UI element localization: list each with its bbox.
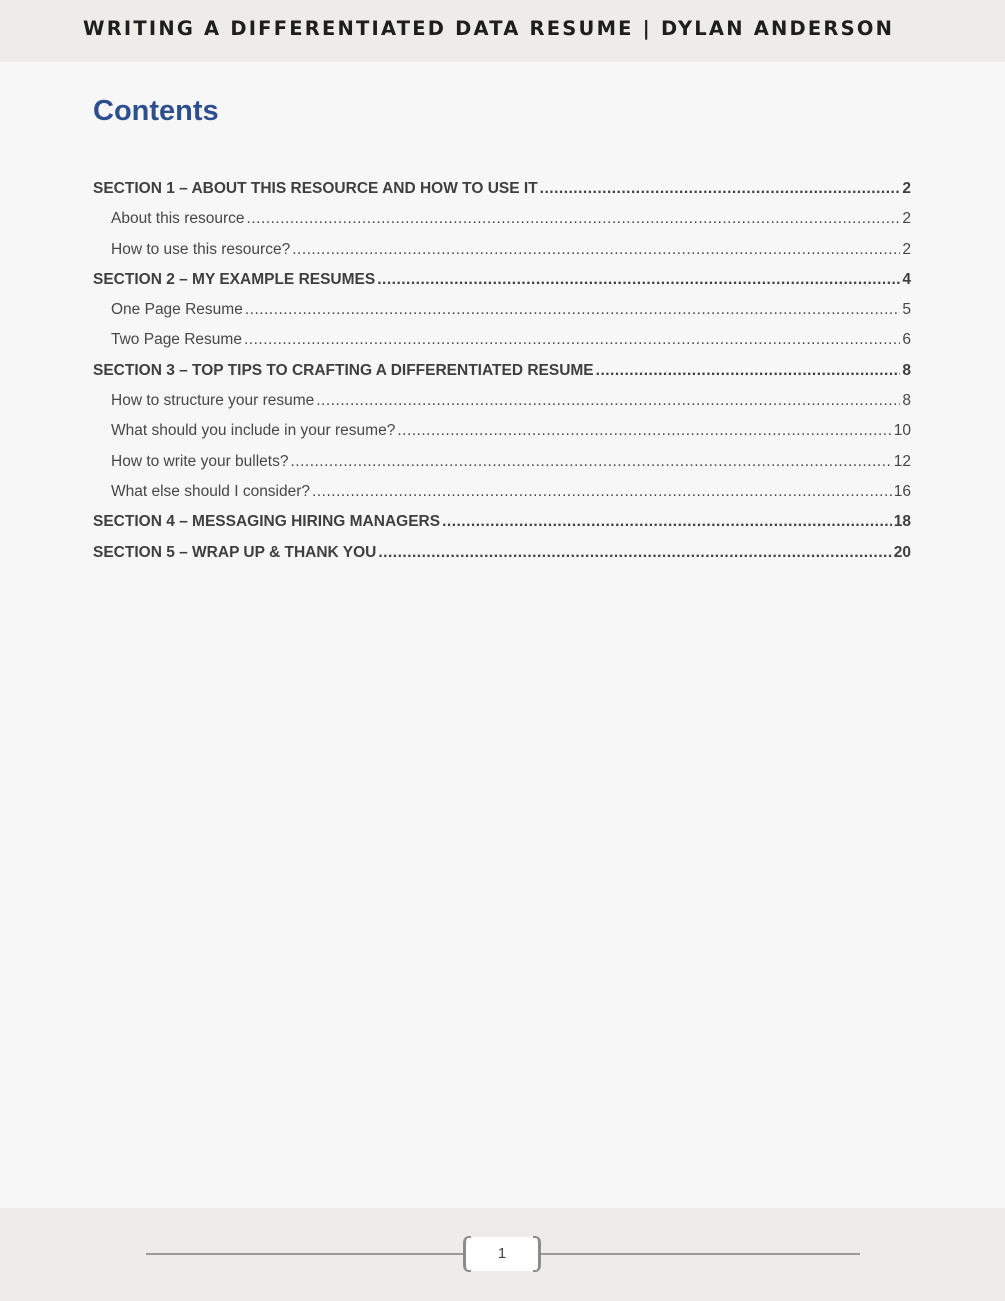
document-title: WRITING A DIFFERENTIATED DATA RESUME | DYLAN ANDERSON (83, 17, 895, 40)
toc-entry[interactable] (93, 510, 911, 540)
toc-entry[interactable] (93, 207, 911, 237)
toc-dot-leader (596, 359, 901, 383)
toc-entry-page: 2 (902, 240, 911, 258)
footer-rule-right (540, 1253, 860, 1255)
page-header (0, 0, 1005, 62)
toc-dot-leader (316, 389, 900, 413)
toc-entry-label: How to use this resource? (111, 240, 291, 258)
toc-dot-leader (378, 541, 891, 565)
toc-dot-leader (540, 177, 901, 201)
toc-entry-label: Two Page Resume (111, 331, 242, 349)
toc-dot-leader (245, 298, 901, 322)
toc-entry-label: How to structure your resume (111, 392, 315, 410)
toc-dot-leader (377, 268, 900, 292)
toc-dot-leader (292, 238, 900, 262)
toc-entry-page: 18 (893, 513, 911, 531)
toc-entry-page: 5 (902, 301, 911, 319)
toc-entry-page: 4 (902, 270, 911, 288)
toc-entry-page: 8 (902, 361, 911, 379)
toc-entry[interactable] (93, 177, 911, 207)
toc-entry-label: What should you include in your resume? (111, 422, 396, 440)
toc-entry-page: 2 (902, 180, 911, 197)
toc-entry-page: 20 (893, 543, 911, 561)
toc-entry[interactable] (93, 268, 911, 298)
footer-rule-left (146, 1253, 464, 1255)
toc-dot-leader (312, 480, 892, 504)
toc-dot-leader (290, 450, 891, 474)
toc-entry-label: One Page Resume (111, 301, 243, 319)
toc-entry[interactable] (93, 419, 911, 449)
toc-entry-label: SECTION 2 – MY EXAMPLE RESUMES (93, 270, 376, 288)
toc-entry[interactable] (93, 328, 911, 358)
toc-entry[interactable] (93, 541, 911, 571)
toc-entry[interactable] (93, 238, 911, 268)
table-of-contents (93, 177, 911, 571)
toc-entry-label: SECTION 4 – MESSAGING HIRING MANAGERS (93, 513, 441, 531)
toc-entry-label: SECTION 3 – TOP TIPS TO CRAFTING A DIFFERENTIATED RESUME (93, 361, 594, 379)
toc-dot-leader (247, 207, 901, 231)
toc-entry-page: 10 (893, 422, 911, 440)
toc-entry-page: 16 (893, 482, 911, 500)
toc-entry-page: 6 (902, 331, 911, 349)
toc-entry-page: 12 (893, 452, 911, 470)
toc-entry-page: 2 (902, 210, 911, 228)
toc-dot-leader (397, 419, 891, 443)
toc-entry-label: SECTION 1 – ABOUT THIS RESOURCE AND HOW TO USE IT (93, 180, 538, 197)
toc-dot-leader (442, 510, 892, 534)
toc-entry[interactable] (93, 480, 911, 510)
toc-entry-label: What else should I consider? (111, 482, 311, 500)
toc-entry-page: 8 (902, 392, 911, 410)
contents-heading: Contents (93, 95, 219, 127)
toc-entry[interactable] (93, 450, 911, 480)
toc-entry[interactable] (93, 298, 911, 328)
toc-entry[interactable] (93, 389, 911, 419)
toc-dot-leader (244, 328, 900, 352)
toc-entry-label: How to write your bullets? (111, 452, 289, 470)
toc-entry[interactable] (93, 359, 911, 389)
page-number: 1 (463, 1237, 541, 1271)
toc-entry-label: SECTION 5 – WRAP UP & THANK YOU (93, 543, 377, 561)
toc-entry-label: About this resource (111, 210, 245, 228)
